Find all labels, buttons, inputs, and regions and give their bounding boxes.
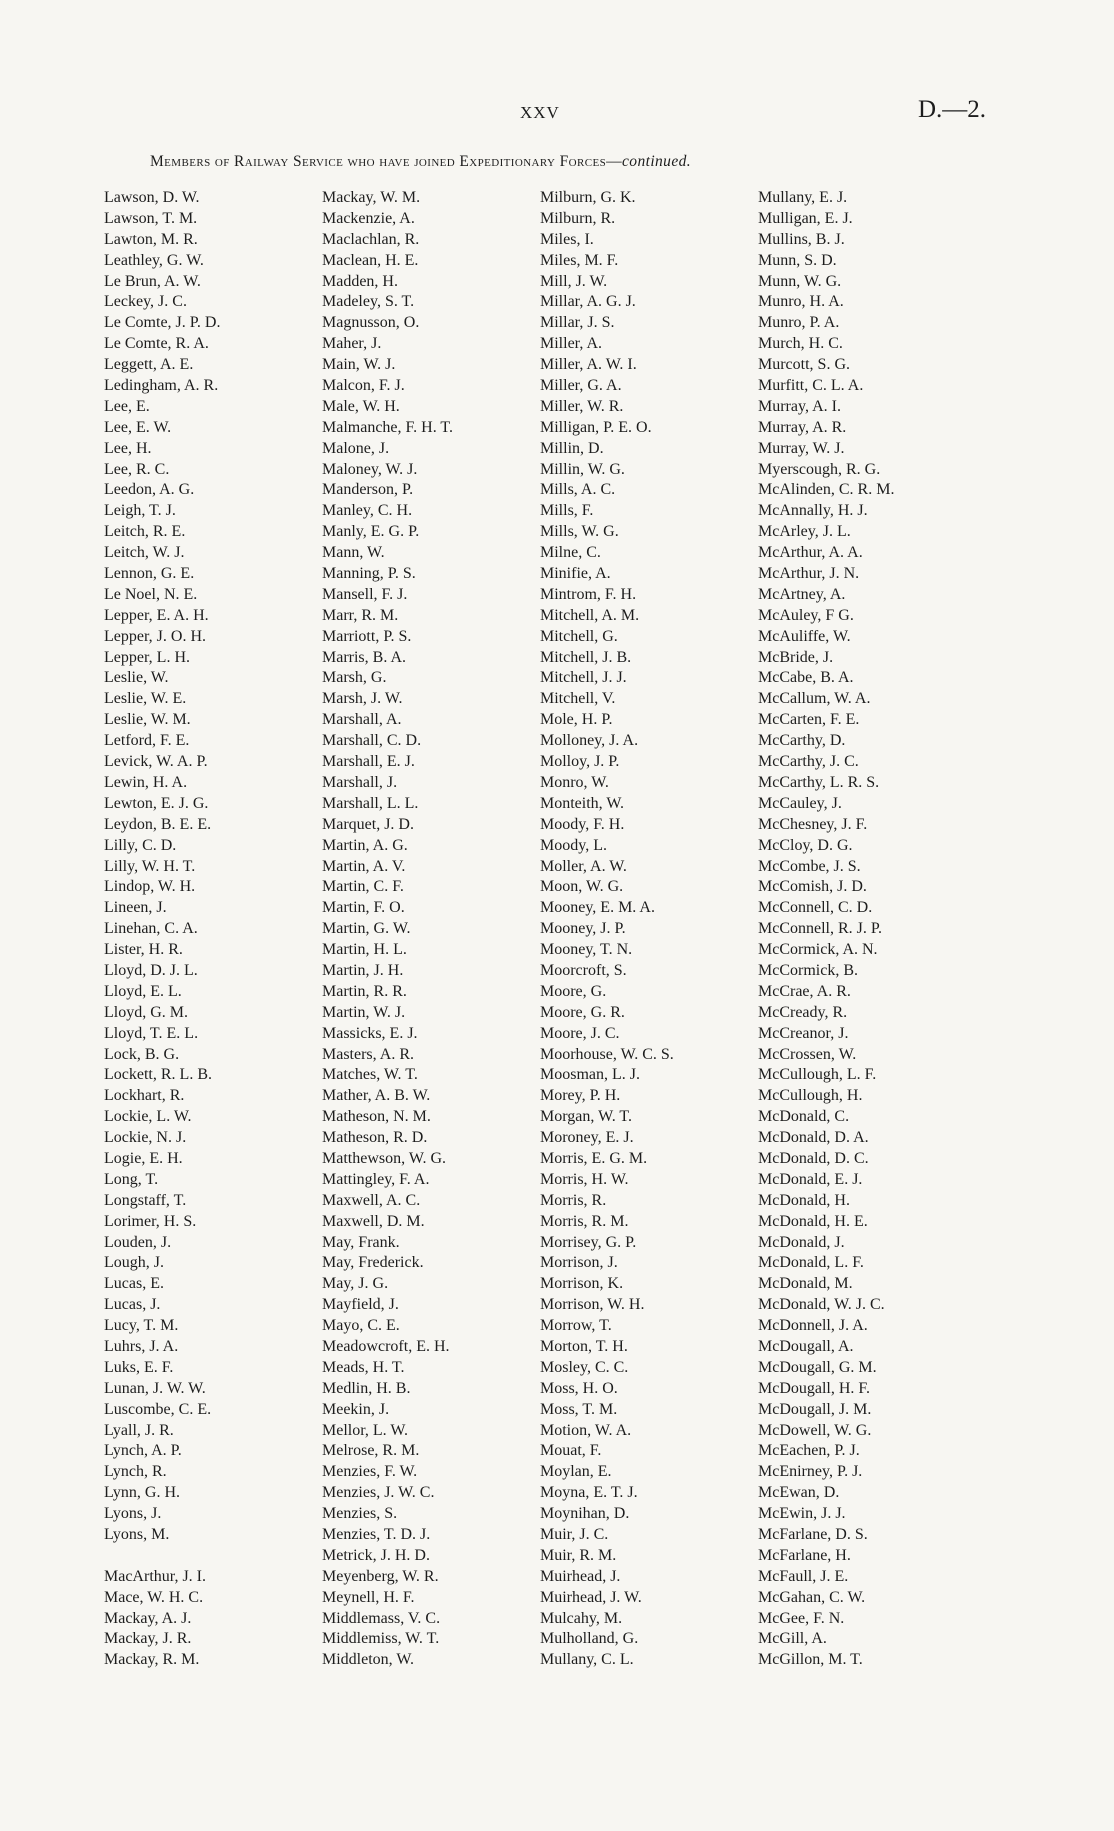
name-entry: Longstaff, T.: [104, 1191, 187, 1209]
name-entry: Menzies, S.: [322, 1505, 398, 1523]
name-entry: McCabe, B. A.: [758, 669, 854, 687]
name-entry: Mooney, J. P.: [540, 920, 626, 938]
name-entry: Lee, E. W.: [104, 418, 172, 436]
name-entry: Le Comte, R. A.: [104, 335, 209, 353]
name-entry: McEachen, P. J.: [758, 1442, 860, 1460]
name-entry: Moore, J. C.: [540, 1024, 620, 1042]
name-entry: May, Frank.: [322, 1233, 400, 1251]
name-entry: Moss, H. O.: [540, 1379, 618, 1397]
name-entry: McGee, F. N.: [758, 1609, 845, 1627]
name-entry: Lyall, J. R.: [104, 1421, 174, 1439]
name-entry: Martin, F. O.: [322, 899, 405, 917]
name-entry: Matches, W. T.: [322, 1066, 418, 1084]
name-entry: Morrison, K.: [540, 1275, 624, 1293]
name-entry: Miller, W. R.: [540, 397, 624, 415]
name-entry: Maxwell, D. M.: [322, 1212, 425, 1230]
name-entry: Lloyd, E. L.: [104, 982, 182, 1000]
name-entry: Lunan, J. W. W.: [104, 1379, 206, 1397]
name-entry: Matthewson, W. G.: [322, 1149, 446, 1167]
name-entry: May, Frederick.: [322, 1254, 424, 1272]
name-entry: Molloney, J. A.: [540, 732, 639, 750]
name-entry: Mullany, E. J.: [758, 189, 848, 206]
name-entry: Marriott, P. S.: [322, 627, 412, 645]
name-entry: Masters, A. R.: [322, 1045, 414, 1063]
name-entry: McArthur, A. A.: [758, 544, 863, 562]
name-entry: Mitchell, J. J.: [540, 669, 627, 687]
names-column-1: [104, 188, 319, 1671]
name-entry: Miles, M. F.: [540, 251, 619, 269]
name-entry: Mitchell, V.: [540, 690, 616, 708]
name-entry: Menzies, T. D. J.: [322, 1526, 431, 1543]
name-entry: Murray, A. I.: [758, 397, 841, 415]
name-entry: Lockie, L. W.: [104, 1108, 192, 1126]
name-entry: Lawton, M. R.: [104, 230, 198, 248]
name-entry: Mullany, C. L.: [540, 1651, 634, 1669]
name-entry: Matheson, R. D.: [322, 1129, 428, 1147]
names-list: [104, 188, 984, 1708]
name-entry: Moody, L.: [540, 836, 607, 854]
name-entry: McDonald, H. E.: [758, 1212, 868, 1230]
name-entry: McFaull, J. E.: [758, 1567, 849, 1585]
name-entry: McDowell, W. G.: [758, 1421, 872, 1439]
name-entry: Lynch, A. P.: [104, 1442, 182, 1460]
name-entry: Milburn, R.: [540, 209, 616, 227]
name-entry: Leedon, A. G.: [104, 481, 195, 499]
name-entry: Martin, R. R.: [322, 982, 407, 1000]
name-entry: Moorhouse, W. C. S.: [540, 1045, 674, 1063]
name-entry: McCready, R.: [758, 1003, 848, 1021]
name-entry: Milligan, P. E. O.: [540, 418, 652, 436]
name-entry: Metrick, J. H. D.: [322, 1546, 430, 1564]
name-entry: Louden, J.: [104, 1233, 172, 1251]
name-entry: Morton, T. H.: [540, 1337, 628, 1355]
name-entry: Muir, R. M.: [540, 1546, 617, 1564]
name-entry: Lloyd, D. J. L.: [104, 961, 198, 979]
name-entry: Leathley, G. W.: [104, 251, 204, 269]
name-entry: Milburn, G. K.: [540, 189, 636, 206]
name-entry: McCarthy, L. R. S.: [758, 773, 880, 791]
name-entry: Lough, J.: [104, 1254, 164, 1272]
name-entry: Leitch, W. J.: [104, 544, 185, 562]
name-entry: Mullins, B. J.: [758, 230, 845, 248]
name-entry: Mather, A. B. W.: [322, 1087, 431, 1105]
name-entry: Main, W. J.: [322, 356, 396, 374]
name-entry: Marris, B. A.: [322, 648, 406, 666]
names-column-4: [758, 188, 973, 1671]
name-entry: Martin, A. G.: [322, 836, 408, 854]
name-entry: Lepper, J. O. H.: [104, 627, 206, 645]
name-entry: McCauley, J.: [758, 794, 842, 812]
name-entry: Malcon, F. J.: [322, 377, 405, 395]
name-entry: Lock, B. G.: [104, 1045, 180, 1063]
name-entry: Lloyd, G. M.: [104, 1003, 188, 1021]
name-entry: Lloyd, T. E. L.: [104, 1024, 199, 1042]
name-entry: Minifie, A.: [540, 565, 611, 583]
name-entry: McDonald, D. A.: [758, 1129, 869, 1147]
name-entry: Morrow, T.: [540, 1317, 612, 1335]
name-entry: Luhrs, J. A.: [104, 1337, 179, 1355]
name-entry: McEwin, J. J.: [758, 1505, 846, 1523]
name-entry: Lucas, E.: [104, 1275, 164, 1293]
name-entry: Moroney, E. J.: [540, 1129, 634, 1147]
name-entry: McConnell, C. D.: [758, 899, 873, 917]
name-entry: Martin, C. F.: [322, 878, 404, 896]
name-entry: Magnusson, O.: [322, 314, 420, 332]
name-entry: Martin, H. L.: [322, 941, 407, 959]
name-entry: Miles, I.: [540, 230, 594, 248]
name-entry: Monteith, W.: [540, 794, 625, 812]
name-entry: McGillon, M. T.: [758, 1651, 863, 1669]
name-entry: Moller, A. W.: [540, 857, 627, 875]
name-entry: Marshall, J.: [322, 773, 398, 791]
page-number: XXV: [520, 103, 560, 122]
name-entry: Myerscough, R. G.: [758, 460, 881, 478]
name-entry: McCormick, A. N.: [758, 941, 878, 959]
name-entry: McDonald, E. J.: [758, 1170, 863, 1188]
name-entry: Molloy, J. P.: [540, 753, 620, 771]
name-entry: McCarthy, D.: [758, 732, 846, 750]
name-entry: McCallum, W. A.: [758, 690, 871, 708]
name-entry: Morrisey, G. P.: [540, 1233, 637, 1251]
name-entry: Mills, A. C.: [540, 481, 616, 499]
name-entry: Mayo, C. E.: [322, 1317, 400, 1335]
name-entry: McAuley, F G.: [758, 606, 854, 624]
name-entry: Maxwell, A. C.: [322, 1191, 421, 1209]
name-entry: Morris, E. G. M.: [540, 1149, 648, 1167]
name-entry: Lynch, R.: [104, 1463, 167, 1481]
name-entry: Lockett, R. L. B.: [104, 1066, 212, 1084]
name-entry: Manly, E. G. P.: [322, 523, 420, 541]
name-entry: Manderson, P.: [322, 481, 414, 499]
name-entry: Medlin, H. B.: [322, 1379, 411, 1397]
name-entry: Munro, P. A.: [758, 314, 840, 332]
name-entry: Luks, E. F.: [104, 1358, 174, 1376]
document-code: D.—2.: [918, 96, 987, 123]
name-entry: Mansell, F. J.: [322, 585, 408, 603]
name-entry: McArthur, J. N.: [758, 565, 860, 583]
name-entry: Male, W. H.: [322, 397, 400, 415]
name-entry: McDonald, L. F.: [758, 1254, 864, 1272]
name-entry: Millin, D.: [540, 439, 604, 457]
name-entry: Leitch, R. E.: [104, 523, 186, 541]
name-entry: Letford, F. E.: [104, 732, 190, 750]
name-entry: Madeley, S. T.: [322, 293, 415, 311]
name-entry: Motion, W. A.: [540, 1421, 632, 1439]
name-entry: Manning, P. S.: [322, 565, 416, 583]
name-entry: Malmanche, F. H. T.: [322, 418, 453, 436]
name-entry: McAuliffe, W.: [758, 627, 851, 645]
name-entry: McArtney, A.: [758, 585, 846, 603]
name-entry: Marshall, C. D.: [322, 732, 422, 750]
name-entry: Lockhart, R.: [104, 1087, 185, 1105]
name-entry: Meadowcroft, E. H.: [322, 1337, 450, 1355]
name-entry: McChesney, J. F.: [758, 815, 868, 833]
name-entry: McCarthy, J. C.: [758, 753, 859, 771]
name-entry: Leggett, A. E.: [104, 356, 194, 374]
name-entry: Lindop, W. H.: [104, 878, 196, 896]
name-entry: Mace, W. H. C.: [104, 1588, 204, 1606]
name-entry: McCloy, D. G.: [758, 836, 853, 854]
names-column-2: [322, 188, 537, 1671]
name-entry: McCrae, A. R.: [758, 982, 851, 1000]
name-entry: McBride, J.: [758, 648, 834, 666]
name-entry: Mattingley, F. A.: [322, 1170, 430, 1188]
name-entry: MacArthur, J. I.: [104, 1567, 206, 1585]
name-entry: Lyons, J.: [104, 1505, 162, 1523]
name-entry: Mills, F.: [540, 502, 594, 520]
name-entry: Meads, H. T.: [322, 1358, 405, 1376]
name-entry: McGill, A.: [758, 1630, 827, 1648]
name-entry: Lynn, G. H.: [104, 1484, 180, 1502]
name-entry: McDonnell, J. A.: [758, 1317, 868, 1335]
name-entry: Mitchell, A. M.: [540, 606, 640, 624]
name-entry: Miller, A. W. I.: [540, 356, 637, 374]
name-entry: McDougall, H. F.: [758, 1379, 871, 1397]
name-entry: Milne, C.: [540, 544, 601, 562]
name-entry: McDonald, W. J. C.: [758, 1296, 885, 1314]
name-entry: Marshall, L. L.: [322, 794, 419, 812]
name-entry: Moore, G. R.: [540, 1003, 625, 1021]
name-entry: Maher, J.: [322, 335, 382, 353]
name-entry: Lucy, T. M.: [104, 1317, 179, 1335]
name-entry: Lawson, T. M.: [104, 209, 198, 227]
name-entry: Le Brun, A. W.: [104, 272, 201, 290]
name-entry: Levick, W. A. P.: [104, 753, 208, 771]
name-entry: Maclachlan, R.: [322, 230, 420, 248]
name-entry: Leigh, T. J.: [104, 502, 176, 520]
name-entry: Le Comte, J. P. D.: [104, 314, 221, 332]
name-entry: Marshall, A.: [322, 711, 402, 729]
name-entry: Leydon, B. E. E.: [104, 815, 212, 833]
name-entry: Martin, W. J.: [322, 1003, 406, 1021]
name-entry: McDougall, A.: [758, 1337, 854, 1355]
name-entry: Lorimer, H. S.: [104, 1212, 197, 1230]
name-entry: Malone, J.: [322, 439, 390, 457]
name-entry: Leckey, J. C.: [104, 293, 187, 311]
name-entry: Leslie, W. M.: [104, 711, 191, 729]
name-entry: McDonald, M.: [758, 1275, 853, 1293]
name-entry: Murcott, S. G.: [758, 356, 850, 374]
name-entry: Murch, H. C.: [758, 335, 843, 353]
page-title: [150, 153, 960, 171]
name-entry: McFarlane, H.: [758, 1546, 851, 1564]
name-entry: Linehan, C. A.: [104, 920, 198, 938]
name-entry: McEwan, D.: [758, 1484, 840, 1502]
name-entry: Munro, H. A.: [758, 293, 844, 311]
name-entry: Lee, H.: [104, 439, 152, 457]
name-entry: Moorcroft, S.: [540, 961, 627, 979]
name-entry: McArley, J. L.: [758, 523, 851, 541]
name-entry: Melrose, R. M.: [322, 1442, 420, 1460]
name-entry: Martin, A. V.: [322, 857, 406, 875]
name-entry: Moore, G.: [540, 982, 607, 1000]
name-entry: McComish, J. D.: [758, 878, 867, 896]
name-entry: Menzies, F. W.: [322, 1463, 418, 1481]
name-entry: McDougall, G. M.: [758, 1358, 877, 1376]
name-entry: Lewton, E. J. G.: [104, 794, 209, 812]
name-entry: Moosman, L. J.: [540, 1066, 640, 1084]
name-entry: Lyons, M.: [104, 1526, 170, 1543]
name-entry: Lawson, D. W.: [104, 189, 200, 206]
name-entry: Monro, W.: [540, 773, 609, 791]
name-entry: Moynihan, D.: [540, 1505, 630, 1523]
name-entry: McCullough, L. F.: [758, 1066, 877, 1084]
name-entry: Lepper, E. A. H.: [104, 606, 209, 624]
name-entry: Martin, G. W.: [322, 920, 411, 938]
name-entry: Mooney, E. M. A.: [540, 899, 655, 917]
name-entry: Millar, A. G. J.: [540, 293, 636, 311]
name-entry: Marsh, G.: [322, 669, 387, 687]
name-entry: Mulholland, G.: [540, 1630, 639, 1648]
name-entry: Mill, J. W.: [540, 272, 608, 290]
name-entry: Mooney, T. N.: [540, 941, 633, 959]
name-entry: Moyna, E. T. J.: [540, 1484, 638, 1502]
name-entry: Lilly, W. H. T.: [104, 857, 196, 875]
name-entry: Mackay, W. M.: [322, 189, 421, 206]
name-entry: Mills, W. G.: [540, 523, 619, 541]
name-entry: Meynell, H. F.: [322, 1588, 415, 1606]
name-entry: McEnirney, P. J.: [758, 1463, 863, 1481]
name-entry: Murray, W. J.: [758, 439, 845, 457]
name-entry: Lineen, J.: [104, 899, 167, 917]
name-entry: Murfitt, C. L. A.: [758, 377, 864, 395]
name-entry: Millin, W. G.: [540, 460, 625, 478]
name-entry: Mosley, C. C.: [540, 1358, 629, 1376]
name-entry: Mackay, J. R.: [104, 1630, 192, 1648]
name-entry: McCombe, J. S.: [758, 857, 861, 875]
name-entry: Lilly, C. D.: [104, 836, 177, 854]
name-entry: McCullough, H.: [758, 1087, 863, 1105]
name-entry: Munn, S. D.: [758, 251, 837, 269]
name-entry: Muir, J. C.: [540, 1526, 609, 1543]
name-entry: Meekin, J.: [322, 1400, 390, 1418]
name-entry: Miller, A.: [540, 335, 603, 353]
name-entry: McAnnally, H. J.: [758, 502, 868, 520]
name-entry: Lepper, L. H.: [104, 648, 190, 666]
name-entry: Muirhead, J. W.: [540, 1588, 642, 1606]
name-entry: Lennon, G. E.: [104, 565, 195, 583]
name-entry: Middlemass, V. C.: [322, 1609, 441, 1627]
name-entry: Moylan, E.: [540, 1463, 612, 1481]
name-entry: Munn, W. G.: [758, 272, 842, 290]
name-entry: Miller, G. A.: [540, 377, 622, 395]
name-entry: Middleton, W.: [322, 1651, 415, 1669]
name-entry: McDonald, J.: [758, 1233, 845, 1251]
name-entry: Luscombe, C. E.: [104, 1400, 212, 1418]
name-entry: Meyenberg, W. R.: [322, 1567, 439, 1585]
name-entry: Marsh, J. W.: [322, 690, 403, 708]
name-entry: Marr, R. M.: [322, 606, 399, 624]
name-entry: Manley, C. H.: [322, 502, 413, 520]
page-title-suffix: continued.: [622, 153, 692, 170]
name-entry: Lister, H. R.: [104, 941, 183, 959]
name-entry: Logie, E. H.: [104, 1149, 183, 1167]
name-entry: Matheson, N. M.: [322, 1108, 431, 1126]
name-entry: Moss, T. M.: [540, 1400, 618, 1418]
name-entry: Morrison, W. H.: [540, 1296, 645, 1314]
name-entry: Massicks, E. J.: [322, 1024, 418, 1042]
name-entry: Leslie, W.: [104, 669, 169, 687]
name-entry: Mackay, A. J.: [104, 1609, 192, 1627]
name-entry: McFarlane, D. S.: [758, 1526, 868, 1543]
name-entry: Morris, H. W.: [540, 1170, 629, 1188]
name-entry: Middlemiss, W. T.: [322, 1630, 440, 1648]
name-entry: McDonald, C.: [758, 1108, 850, 1126]
name-entry: McCarten, F. E.: [758, 711, 860, 729]
name-entry: Marquet, J. D.: [322, 815, 414, 833]
name-entry: Mellor, L. W.: [322, 1421, 409, 1439]
name-entry: Lockie, N. J.: [104, 1129, 187, 1147]
name-entry: Lewin, H. A.: [104, 773, 188, 791]
name-entry: Morris, R.: [540, 1191, 607, 1209]
name-entry: McDonald, H.: [758, 1191, 850, 1209]
name-entry: Lee, E.: [104, 397, 150, 415]
name-entry: Maclean, H. E.: [322, 251, 419, 269]
name-entry: Martin, J. H.: [322, 961, 404, 979]
name-entry: Menzies, J. W. C.: [322, 1484, 435, 1502]
name-entry: Mayfield, J.: [322, 1296, 399, 1314]
name-entry: Morey, P. H.: [540, 1087, 621, 1105]
name-entry: Mann, W.: [322, 544, 385, 562]
name-entry: Morris, R. M.: [540, 1212, 629, 1230]
name-entry: Madden, H.: [322, 272, 398, 290]
name-entry: Mulligan, E. J.: [758, 209, 853, 227]
name-entry: Ledingham, A. R.: [104, 377, 219, 395]
name-entry: McCreanor, J.: [758, 1024, 849, 1042]
name-entry: Moon, W. G.: [540, 878, 624, 896]
name-entry: McDonald, D. C.: [758, 1149, 869, 1167]
name-entry: Mintrom, F. H.: [540, 585, 637, 603]
name-entry: Mackay, R. M.: [104, 1651, 200, 1669]
names-column-3: [540, 188, 755, 1671]
name-entry: Mackenzie, A.: [322, 209, 415, 227]
name-entry: Mitchell, J. B.: [540, 648, 632, 666]
name-entry: Mole, H. P.: [540, 711, 613, 729]
name-entry: McCormick, B.: [758, 961, 858, 979]
name-entry: Mitchell, G.: [540, 627, 618, 645]
name-entry: Marshall, E. J.: [322, 753, 415, 771]
name-entry: McCrossen, W.: [758, 1045, 857, 1063]
name-entry: Le Noel, N. E.: [104, 585, 198, 603]
name-entry: Maloney, W. J.: [322, 460, 418, 478]
name-entry: Morrison, J.: [540, 1254, 618, 1272]
name-entry: May, J. G.: [322, 1275, 389, 1293]
name-entry: Murray, A. R.: [758, 418, 847, 436]
name-entry: McConnell, R. J. P.: [758, 920, 883, 938]
section-spacer: [104, 1546, 319, 1567]
name-entry: McDougall, J. M.: [758, 1400, 872, 1418]
name-entry: Leslie, W. E.: [104, 690, 187, 708]
name-entry: Muirhead, J.: [540, 1567, 621, 1585]
name-entry: Mulcahy, M.: [540, 1609, 623, 1627]
name-entry: Long, T.: [104, 1170, 159, 1188]
name-entry: McAlinden, C. R. M.: [758, 481, 895, 499]
name-entry: Millar, J. S.: [540, 314, 615, 332]
name-entry: Mouat, F.: [540, 1442, 602, 1460]
name-entry: Lucas, J.: [104, 1296, 161, 1314]
name-entry: Lee, R. C.: [104, 460, 170, 478]
name-entry: Moody, F. H.: [540, 815, 625, 833]
name-entry: McGahan, C. W.: [758, 1588, 866, 1606]
name-entry: Morgan, W. T.: [540, 1108, 633, 1126]
page-title-main: Members of Railway Service who have joined Expeditionary Forces—: [150, 153, 623, 170]
